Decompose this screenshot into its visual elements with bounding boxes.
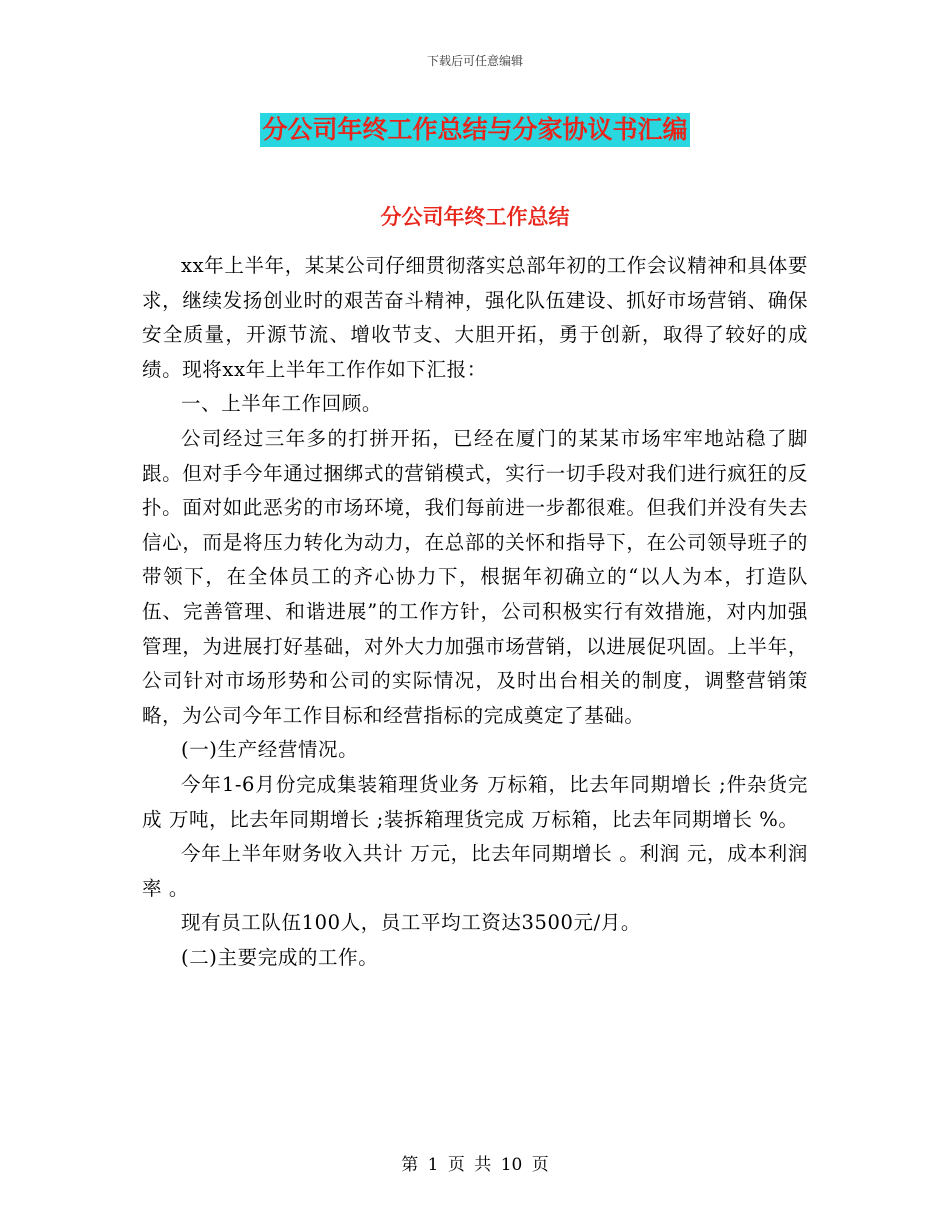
section-title: 分公司年终工作总结 [380, 205, 570, 229]
document-title: 分公司年终工作总结与分家协议书汇编 [260, 113, 689, 147]
document-body [142, 249, 808, 975]
paragraph: 公司经过三年多的打拼开拓，已经在厦门的某某市场牢牢地站稳了脚跟。但对手今年通过捆绑式的营销模式，实行一切手段对我们进行疯狂的反扑。面对如此恶劣的市场环境，我们每前进一步都很难。但我们并没有失去信心，而是将压力转化为动力，在总部的关怀和指导下，在公司领导班子的带领下，在全体员工的齐心协力下，根据年初确立的“以人为本，打造队伍、完善管理、和谐进展”的工作方针，公司积极实行有效措施，对内加强管理，为进展打好基础，对外大力加强市场营销，以进展促巩固。上半年，公司针对市场形势和公司的实际情况，及时出台相关的制度，调整营销策略，为公司今年工作目标和经营指标的完成奠定了基础。 [142, 426, 808, 727]
paragraph: (二)主要完成的工作。 [181, 945, 379, 969]
paragraph: (一)生产经营情况。 [181, 738, 359, 762]
paragraph: 一、上半年工作回顾。 [181, 392, 383, 416]
paragraph: 今年上半年财务收入共计 万元，比去年同期增长 。利润 元，成本利润率 。 [142, 842, 808, 900]
paragraph: 今年1-6月份完成集装箱理货业务 万标箱，比去年同期增长 ;件杂货完成 万吨，比去年同期增长 ;装拆箱理货完成 万标箱，比去年同期增长 %。 [142, 772, 808, 831]
document-title-wrapper [0, 113, 950, 147]
page-number: 第 1 页 共 10 页 [401, 1155, 549, 1175]
paragraph: xx年上半年，某某公司仔细贯彻落实总部年初的工作会议精神和具体要求，继续发扬创业时的艰苦奋斗精神，强化队伍建设、抓好市场营销、确保安全质量，开源节流、增收节支、大胆开拓，勇于创新，取得了较好的成绩。现将xx年上半年工作作如下汇报： [142, 254, 808, 381]
paragraph: 现有员工队伍100人，员工平均工资达3500元/月。 [181, 911, 642, 935]
page-header-note: 下载后可任意编辑 [426, 54, 523, 68]
